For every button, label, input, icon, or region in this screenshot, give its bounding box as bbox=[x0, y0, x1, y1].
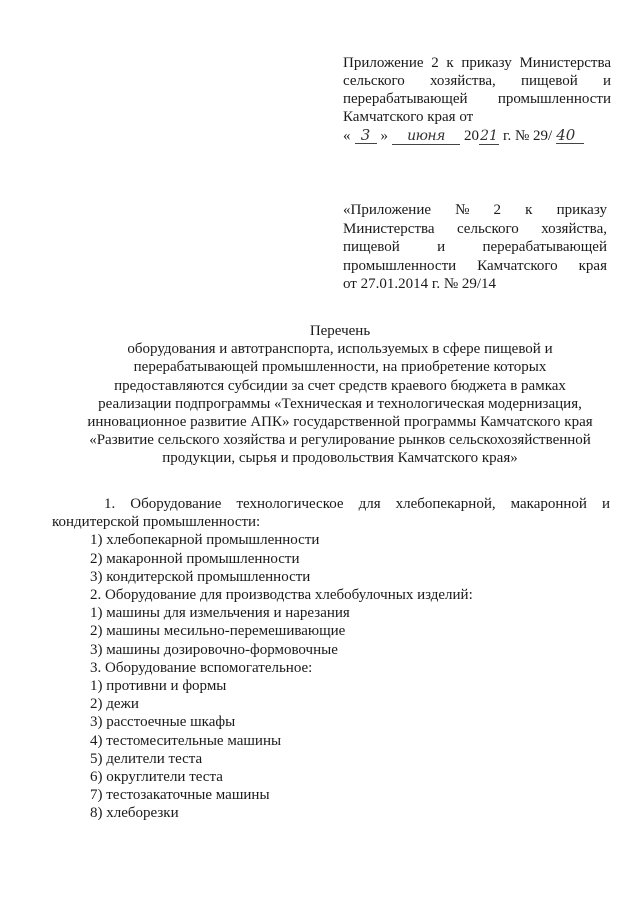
stamp-line-3 bbox=[343, 90, 611, 108]
annex-reference-block bbox=[343, 201, 607, 294]
annex-word: 2 bbox=[493, 202, 502, 218]
list-section-heading: 3. Оборудование вспомогательное: bbox=[90, 659, 313, 676]
list-item: 2) макаронной промышленности bbox=[90, 550, 300, 567]
annex-word: сельского bbox=[456, 220, 519, 237]
stamp-line-2 bbox=[343, 72, 611, 90]
annex-word: края bbox=[578, 257, 607, 274]
stamp-word: и bbox=[602, 73, 611, 89]
stamp-word: к bbox=[446, 55, 454, 71]
stamp-word: пищевой bbox=[520, 73, 578, 89]
list-item: 2) дежи bbox=[90, 696, 139, 713]
stamp-word: промышленности bbox=[497, 91, 611, 107]
handwritten-order-number: 40 bbox=[556, 127, 584, 144]
annex-word: к bbox=[525, 202, 533, 218]
title-line: «Развитие сельского хозяйства и регулирование рынков сельскохозяйственной bbox=[89, 432, 591, 449]
stamp-word: перерабатывающей bbox=[343, 91, 468, 107]
stamp-word: приказу bbox=[461, 55, 512, 71]
list-section-heading: 2. Оборудование для производства хлебобулочных изделий: bbox=[90, 587, 473, 604]
title-line: реализации подпрограммы «Техническая и технологическая модернизация, bbox=[98, 395, 582, 412]
handwritten-year: 21 bbox=[480, 128, 498, 144]
title-line: оборудования и автотранспорта, используемых в сфере пищевой и bbox=[127, 341, 553, 358]
annex-word: «Приложение bbox=[343, 202, 432, 218]
annex-word: и bbox=[437, 239, 446, 255]
title-line: предоставляются субсидии за счет средств краевого бюджета в рамках bbox=[114, 377, 566, 394]
stamp-line-1 bbox=[343, 54, 611, 72]
list-item: 1) хлебопекарной промышленности bbox=[90, 532, 320, 549]
stamp-line-4: Камчатского края от bbox=[343, 109, 474, 125]
title-line: перерабатывающей промышленности, на приобретение которых bbox=[133, 359, 547, 376]
annex-word: хозяйства, bbox=[541, 220, 607, 237]
annex-line-5: от 27.01.2014 г. № 29/14 bbox=[343, 276, 497, 292]
list-item: 1) противни и формы bbox=[90, 678, 227, 695]
list-item: 7) тестозакаточные машины bbox=[90, 787, 270, 804]
annex-line-3 bbox=[343, 238, 607, 257]
list-section-1-heading: 1. Оборудование технологическое для хлебопекарной, макаронной и кондитерской промышленности: bbox=[52, 496, 610, 531]
annex-word: промышленности bbox=[343, 257, 457, 274]
order-header-stamp bbox=[343, 54, 611, 145]
stamp-word: хозяйства, bbox=[429, 73, 496, 89]
stamp-word: 2 bbox=[431, 55, 439, 71]
date-year-prefix: 20 bbox=[464, 128, 479, 144]
date-number-prefix: г. № 29/ bbox=[503, 128, 553, 144]
annex-line-4 bbox=[343, 257, 607, 276]
list-item: 3) расстоечные шкафы bbox=[90, 714, 236, 731]
list-item: 4) тестомесительные машины bbox=[90, 732, 282, 749]
annex-word: Министерства bbox=[343, 220, 435, 237]
list-item: 5) делители теста bbox=[90, 750, 203, 767]
list-item: 6) округлители теста bbox=[90, 769, 223, 786]
annex-line-1 bbox=[343, 201, 607, 220]
stamp-word: Приложение bbox=[343, 55, 424, 71]
list-item: 3) машины дозировочно-формовочные bbox=[90, 641, 338, 658]
title-line: продукции, сырья и продовольствия Камчатского края» bbox=[162, 450, 518, 467]
title-line: Перечень bbox=[309, 323, 371, 339]
annex-word: перерабатывающей bbox=[482, 239, 607, 255]
date-year bbox=[464, 127, 499, 145]
annex-word: Камчатского bbox=[477, 257, 558, 274]
date-open-quote: « bbox=[343, 128, 351, 144]
stamp-word: Министерства bbox=[519, 55, 611, 71]
date-close-quote: » bbox=[380, 128, 388, 144]
annex-word: № bbox=[455, 202, 470, 218]
equipment-list bbox=[52, 495, 610, 823]
list-item: 3) кондитерской промышленности bbox=[90, 568, 311, 585]
list-item: 1) машины для измельчения и нарезания bbox=[90, 605, 350, 622]
handwritten-day: 3 bbox=[355, 127, 377, 144]
title-line: инновационное развитие АПК» государственной программы Камчатского края bbox=[87, 414, 593, 431]
handwritten-month: июня bbox=[392, 128, 460, 145]
order-date-line bbox=[343, 127, 611, 145]
annex-line-2 bbox=[343, 220, 607, 239]
stamp-word: сельского bbox=[343, 73, 405, 89]
list-item: 2) машины месильно-перемешивающие bbox=[90, 623, 346, 640]
annex-word: пищевой bbox=[343, 239, 400, 255]
annex-word: приказу bbox=[556, 202, 607, 218]
list-item: 8) хлеборезки bbox=[90, 805, 179, 822]
document-title bbox=[70, 322, 610, 468]
